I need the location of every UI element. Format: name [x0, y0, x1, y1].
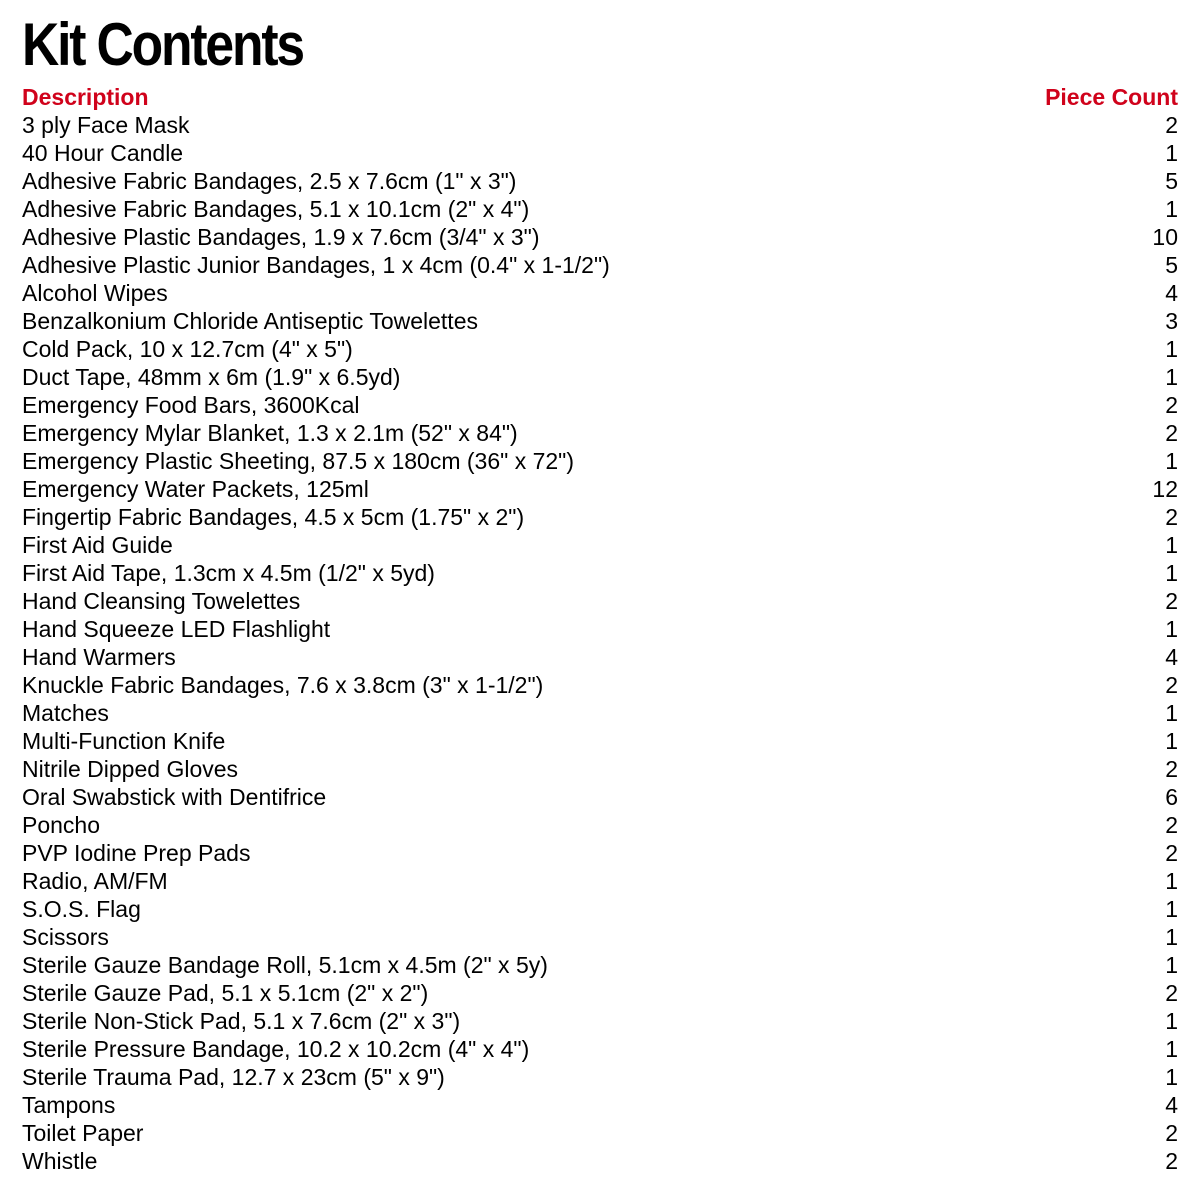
item-description: Cold Pack, 10 x 12.7cm (4" x 5") — [22, 336, 353, 362]
table-row — [22, 307, 1178, 335]
table-body — [22, 111, 1178, 1175]
item-description: First Aid Tape, 1.3cm x 4.5m (1/2" x 5yd) — [22, 560, 435, 586]
table-row — [22, 251, 1178, 279]
table-row — [22, 643, 1178, 671]
item-description: Scissors — [22, 924, 109, 950]
item-piece-count: 12 — [1152, 476, 1178, 502]
table-row — [22, 1007, 1178, 1035]
item-description: Emergency Plastic Sheeting, 87.5 x 180cm (36" x 72") — [22, 448, 574, 474]
item-description: Emergency Food Bars, 3600Kcal — [22, 392, 360, 418]
item-piece-count: 1 — [1165, 952, 1178, 978]
table-row — [22, 559, 1178, 587]
table-row — [22, 223, 1178, 251]
table-row — [22, 979, 1178, 1007]
table-row — [22, 531, 1178, 559]
item-description: 3 ply Face Mask — [22, 112, 190, 138]
table-row — [22, 699, 1178, 727]
item-piece-count: 2 — [1165, 420, 1178, 446]
table-row — [22, 419, 1178, 447]
item-piece-count: 5 — [1165, 168, 1178, 194]
item-piece-count: 2 — [1165, 756, 1178, 782]
item-description: Hand Warmers — [22, 644, 176, 670]
item-description: Tampons — [22, 1092, 116, 1118]
item-piece-count: 1 — [1165, 364, 1178, 390]
item-description: PVP Iodine Prep Pads — [22, 840, 251, 866]
item-description: Hand Squeeze LED Flashlight — [22, 616, 331, 642]
table-row — [22, 503, 1178, 531]
item-piece-count: 2 — [1165, 504, 1178, 530]
table-row — [22, 895, 1178, 923]
table-row — [22, 839, 1178, 867]
item-description: Oral Swabstick with Dentifrice — [22, 784, 327, 810]
item-description: Knuckle Fabric Bandages, 7.6 x 3.8cm (3" x 1-1/2") — [22, 672, 544, 698]
table-row — [22, 447, 1178, 475]
item-piece-count: 1 — [1165, 616, 1178, 642]
item-piece-count: 1 — [1165, 728, 1178, 754]
item-piece-count: 10 — [1152, 224, 1178, 250]
table-row — [22, 755, 1178, 783]
item-description: Emergency Mylar Blanket, 1.3 x 2.1m (52" x 84") — [22, 420, 518, 446]
item-description: 40 Hour Candle — [22, 140, 184, 166]
item-description: Adhesive Fabric Bandages, 5.1 x 10.1cm (2" x 4") — [22, 196, 530, 222]
item-description: Nitrile Dipped Gloves — [22, 756, 239, 782]
item-description: Duct Tape, 48mm x 6m (1.9" x 6.5yd) — [22, 364, 401, 390]
item-piece-count: 2 — [1165, 812, 1178, 838]
table-row — [22, 783, 1178, 811]
table-row — [22, 195, 1178, 223]
item-description: Fingertip Fabric Bandages, 4.5 x 5cm (1.75" x 2") — [22, 504, 525, 530]
item-description: Poncho — [22, 812, 101, 838]
item-piece-count: 1 — [1165, 868, 1178, 894]
item-description: Multi-Function Knife — [22, 728, 226, 754]
item-piece-count: 1 — [1165, 560, 1178, 586]
table-row — [22, 811, 1178, 839]
item-piece-count: 2 — [1165, 1120, 1178, 1146]
item-description: Sterile Trauma Pad, 12.7 x 23cm (5" x 9") — [22, 1064, 445, 1090]
item-piece-count: 5 — [1165, 252, 1178, 278]
column-header-piece-count: Piece Count — [1045, 84, 1178, 110]
item-piece-count: 1 — [1165, 336, 1178, 362]
item-description: Radio, AM/FM — [22, 868, 168, 894]
table-row — [22, 923, 1178, 951]
item-description: Adhesive Plastic Bandages, 1.9 x 7.6cm (3/4" x 3") — [22, 224, 540, 250]
table-row — [22, 475, 1178, 503]
item-piece-count: 2 — [1165, 840, 1178, 866]
item-piece-count: 2 — [1165, 1148, 1178, 1174]
item-piece-count: 1 — [1165, 700, 1178, 726]
table-row — [22, 1119, 1178, 1147]
item-piece-count: 4 — [1165, 644, 1178, 670]
item-piece-count: 2 — [1165, 392, 1178, 418]
item-piece-count: 2 — [1165, 672, 1178, 698]
item-piece-count: 2 — [1165, 112, 1178, 138]
table-row — [22, 279, 1178, 307]
item-piece-count: 2 — [1165, 588, 1178, 614]
item-description: Sterile Non-Stick Pad, 5.1 x 7.6cm (2" x 3") — [22, 1008, 461, 1034]
item-piece-count: 2 — [1165, 980, 1178, 1006]
item-description: Sterile Gauze Pad, 5.1 x 5.1cm (2" x 2") — [22, 980, 429, 1006]
table-row — [22, 867, 1178, 895]
table-row — [22, 363, 1178, 391]
item-description: Sterile Pressure Bandage, 10.2 x 10.2cm (4" x 4") — [22, 1036, 530, 1062]
item-description: Whistle — [22, 1148, 98, 1174]
item-piece-count: 1 — [1165, 1036, 1178, 1062]
table-row — [22, 391, 1178, 419]
item-piece-count: 1 — [1165, 924, 1178, 950]
item-description: S.O.S. Flag — [22, 896, 141, 922]
item-piece-count: 1 — [1165, 1064, 1178, 1090]
item-description: First Aid Guide — [22, 532, 173, 558]
table-row — [22, 587, 1178, 615]
item-piece-count: 1 — [1165, 532, 1178, 558]
item-piece-count: 3 — [1165, 308, 1178, 334]
page-title: Kit Contents — [22, 11, 303, 78]
item-description: Matches — [22, 700, 109, 726]
item-piece-count: 1 — [1165, 140, 1178, 166]
table-row — [22, 111, 1178, 139]
item-description: Benzalkonium Chloride Antiseptic Towelettes — [22, 308, 478, 334]
item-piece-count: 4 — [1165, 1092, 1178, 1118]
table-row — [22, 139, 1178, 167]
item-description: Emergency Water Packets, 125ml — [22, 476, 369, 502]
item-piece-count: 1 — [1165, 448, 1178, 474]
item-description: Adhesive Fabric Bandages, 2.5 x 7.6cm (1" x 3") — [22, 168, 517, 194]
item-piece-count: 1 — [1165, 1008, 1178, 1034]
table-row — [22, 951, 1178, 979]
item-piece-count: 6 — [1165, 784, 1178, 810]
column-header-description: Description — [22, 84, 149, 110]
table-row — [22, 1035, 1178, 1063]
table-row — [22, 167, 1178, 195]
item-description: Toilet Paper — [22, 1120, 144, 1146]
item-description: Alcohol Wipes — [22, 280, 168, 306]
table-row — [22, 335, 1178, 363]
item-description: Adhesive Plastic Junior Bandages, 1 x 4cm (0.4" x 1-1/2") — [22, 252, 610, 278]
table-row — [22, 615, 1178, 643]
table-header-row — [22, 83, 1178, 111]
item-piece-count: 1 — [1165, 896, 1178, 922]
item-piece-count: 4 — [1165, 280, 1178, 306]
table-row — [22, 1091, 1178, 1119]
table-row — [22, 671, 1178, 699]
item-description: Sterile Gauze Bandage Roll, 5.1cm x 4.5m (2" x 5y) — [22, 952, 548, 978]
item-description: Hand Cleansing Towelettes — [22, 588, 301, 614]
table-row — [22, 1147, 1178, 1175]
table-row — [22, 1063, 1178, 1091]
item-piece-count: 1 — [1165, 196, 1178, 222]
contents-table — [22, 83, 1178, 1175]
table-row — [22, 727, 1178, 755]
